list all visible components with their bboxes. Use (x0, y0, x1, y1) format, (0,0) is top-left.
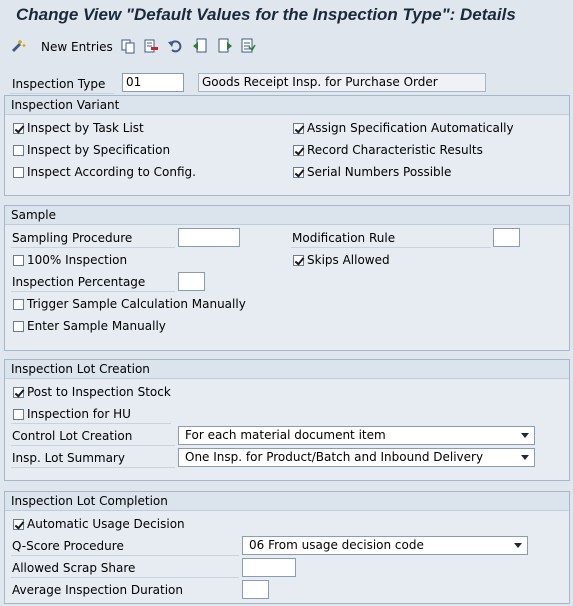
inspection-lot-completion-section (4, 491, 570, 604)
section-header (5, 206, 569, 225)
label-underline (11, 291, 175, 292)
modification-rule-label: Modification Rule (292, 231, 396, 245)
next-entry-icon[interactable] (217, 38, 233, 54)
record-characteristic-results-label: Record Characteristic Results (307, 143, 483, 157)
inspection-percentage-label: Inspection Percentage (12, 275, 146, 289)
label-underline (10, 93, 114, 94)
section-title: Inspection Lot Creation (11, 362, 150, 376)
q-score-procedure-dropdown[interactable] (242, 536, 528, 555)
record-characteristic-results-checkbox[interactable] (293, 145, 304, 156)
copy-icon[interactable] (120, 38, 136, 54)
label-underline (11, 423, 171, 424)
label-underline (291, 247, 491, 248)
trigger-sample-calculation-label: Trigger Sample Calculation Manually (27, 297, 246, 311)
title-bar (0, 0, 573, 32)
serial-numbers-possible-label: Serial Numbers Possible (307, 165, 452, 179)
select-all-icon[interactable] (240, 38, 256, 54)
sampling-procedure-label: Sampling Procedure (12, 231, 133, 245)
assign-specification-checkbox[interactable] (293, 123, 304, 134)
insp-lot-summary-value: One Insp. for Product/Batch and Inbound Delivery (185, 450, 484, 464)
enter-sample-manually-checkbox[interactable] (13, 321, 24, 332)
modification-rule-input[interactable] (493, 228, 520, 247)
label-underline (11, 247, 175, 248)
control-lot-creation-dropdown[interactable] (178, 426, 535, 445)
inspection-type-description: Goods Receipt Insp. for Purchase Order (198, 73, 486, 92)
label-underline (11, 467, 175, 468)
application-toolbar (0, 34, 573, 60)
section-header (5, 492, 569, 511)
chevron-down-icon[interactable] (514, 543, 522, 548)
chevron-down-icon[interactable] (521, 433, 529, 438)
inspect-according-config-checkbox[interactable] (13, 167, 24, 178)
automatic-usage-decision-label: Automatic Usage Decision (27, 517, 185, 531)
inspect-by-specification-label: Inspect by Specification (27, 143, 171, 157)
q-score-procedure-label: Q-Score Procedure (12, 539, 124, 553)
sampling-procedure-input[interactable] (178, 228, 240, 247)
previous-entry-icon[interactable] (192, 38, 208, 54)
section-title: Sample (11, 208, 56, 222)
control-lot-creation-label: Control Lot Creation (12, 429, 133, 443)
section-title: Inspection Lot Completion (11, 494, 168, 508)
q-score-procedure-value: 06 From usage decision code (249, 538, 424, 552)
insp-lot-summary-dropdown[interactable] (178, 448, 535, 467)
inspect-by-specification-checkbox[interactable] (13, 145, 24, 156)
enter-sample-manually-label: Enter Sample Manually (27, 319, 166, 333)
inspection-100-checkbox[interactable] (13, 255, 24, 266)
allowed-scrap-share-label: Allowed Scrap Share (12, 561, 136, 575)
assign-specification-label: Assign Specification Automatically (307, 121, 514, 135)
inspection-type-input[interactable]: 01 (122, 73, 184, 92)
average-inspection-duration-input[interactable] (242, 580, 269, 599)
delete-icon[interactable] (143, 38, 159, 54)
serial-numbers-possible-checkbox[interactable] (293, 167, 304, 178)
section-header (5, 96, 569, 115)
skips-allowed-checkbox[interactable] (293, 255, 304, 266)
label-underline (11, 445, 175, 446)
sample-section (4, 205, 570, 351)
page-title: Change View "Default Values for the Inspection Type": Details (16, 5, 516, 24)
trigger-sample-calculation-checkbox[interactable] (13, 299, 24, 310)
new-entries-button[interactable]: New Entries (41, 40, 113, 54)
inspection-for-hu-checkbox[interactable] (13, 409, 24, 420)
section-header (5, 360, 569, 379)
inspection-variant-section (4, 95, 570, 196)
undo-icon[interactable] (167, 38, 183, 54)
inspection-100-label: 100% Inspection (27, 253, 128, 267)
skips-allowed-label: Skips Allowed (307, 253, 390, 267)
inspection-percentage-input[interactable] (178, 272, 205, 291)
insp-lot-summary-label: Insp. Lot Summary (12, 451, 125, 465)
label-underline (11, 577, 239, 578)
automatic-usage-decision-checkbox[interactable] (13, 519, 24, 530)
allowed-scrap-share-input[interactable] (242, 558, 296, 577)
post-to-inspection-stock-label: Post to Inspection Stock (27, 385, 171, 399)
inspect-according-config-label: Inspect According to Config. (27, 165, 196, 179)
inspection-for-hu-label: Inspection for HU (27, 407, 131, 421)
chevron-down-icon[interactable] (521, 455, 529, 460)
post-to-inspection-stock-checkbox[interactable] (13, 387, 24, 398)
average-inspection-duration-label: Average Inspection Duration (12, 583, 184, 597)
inspection-type-label: Inspection Type (12, 77, 106, 91)
control-lot-creation-value: For each material document item (185, 428, 386, 442)
inspect-by-task-list-label: Inspect by Task List (27, 121, 144, 135)
new-entries-icon[interactable] (10, 38, 28, 54)
section-title: Inspection Variant (11, 98, 120, 112)
inspect-by-task-list-checkbox[interactable] (13, 123, 24, 134)
label-underline (11, 555, 239, 556)
inspection-lot-creation-section (4, 359, 570, 481)
